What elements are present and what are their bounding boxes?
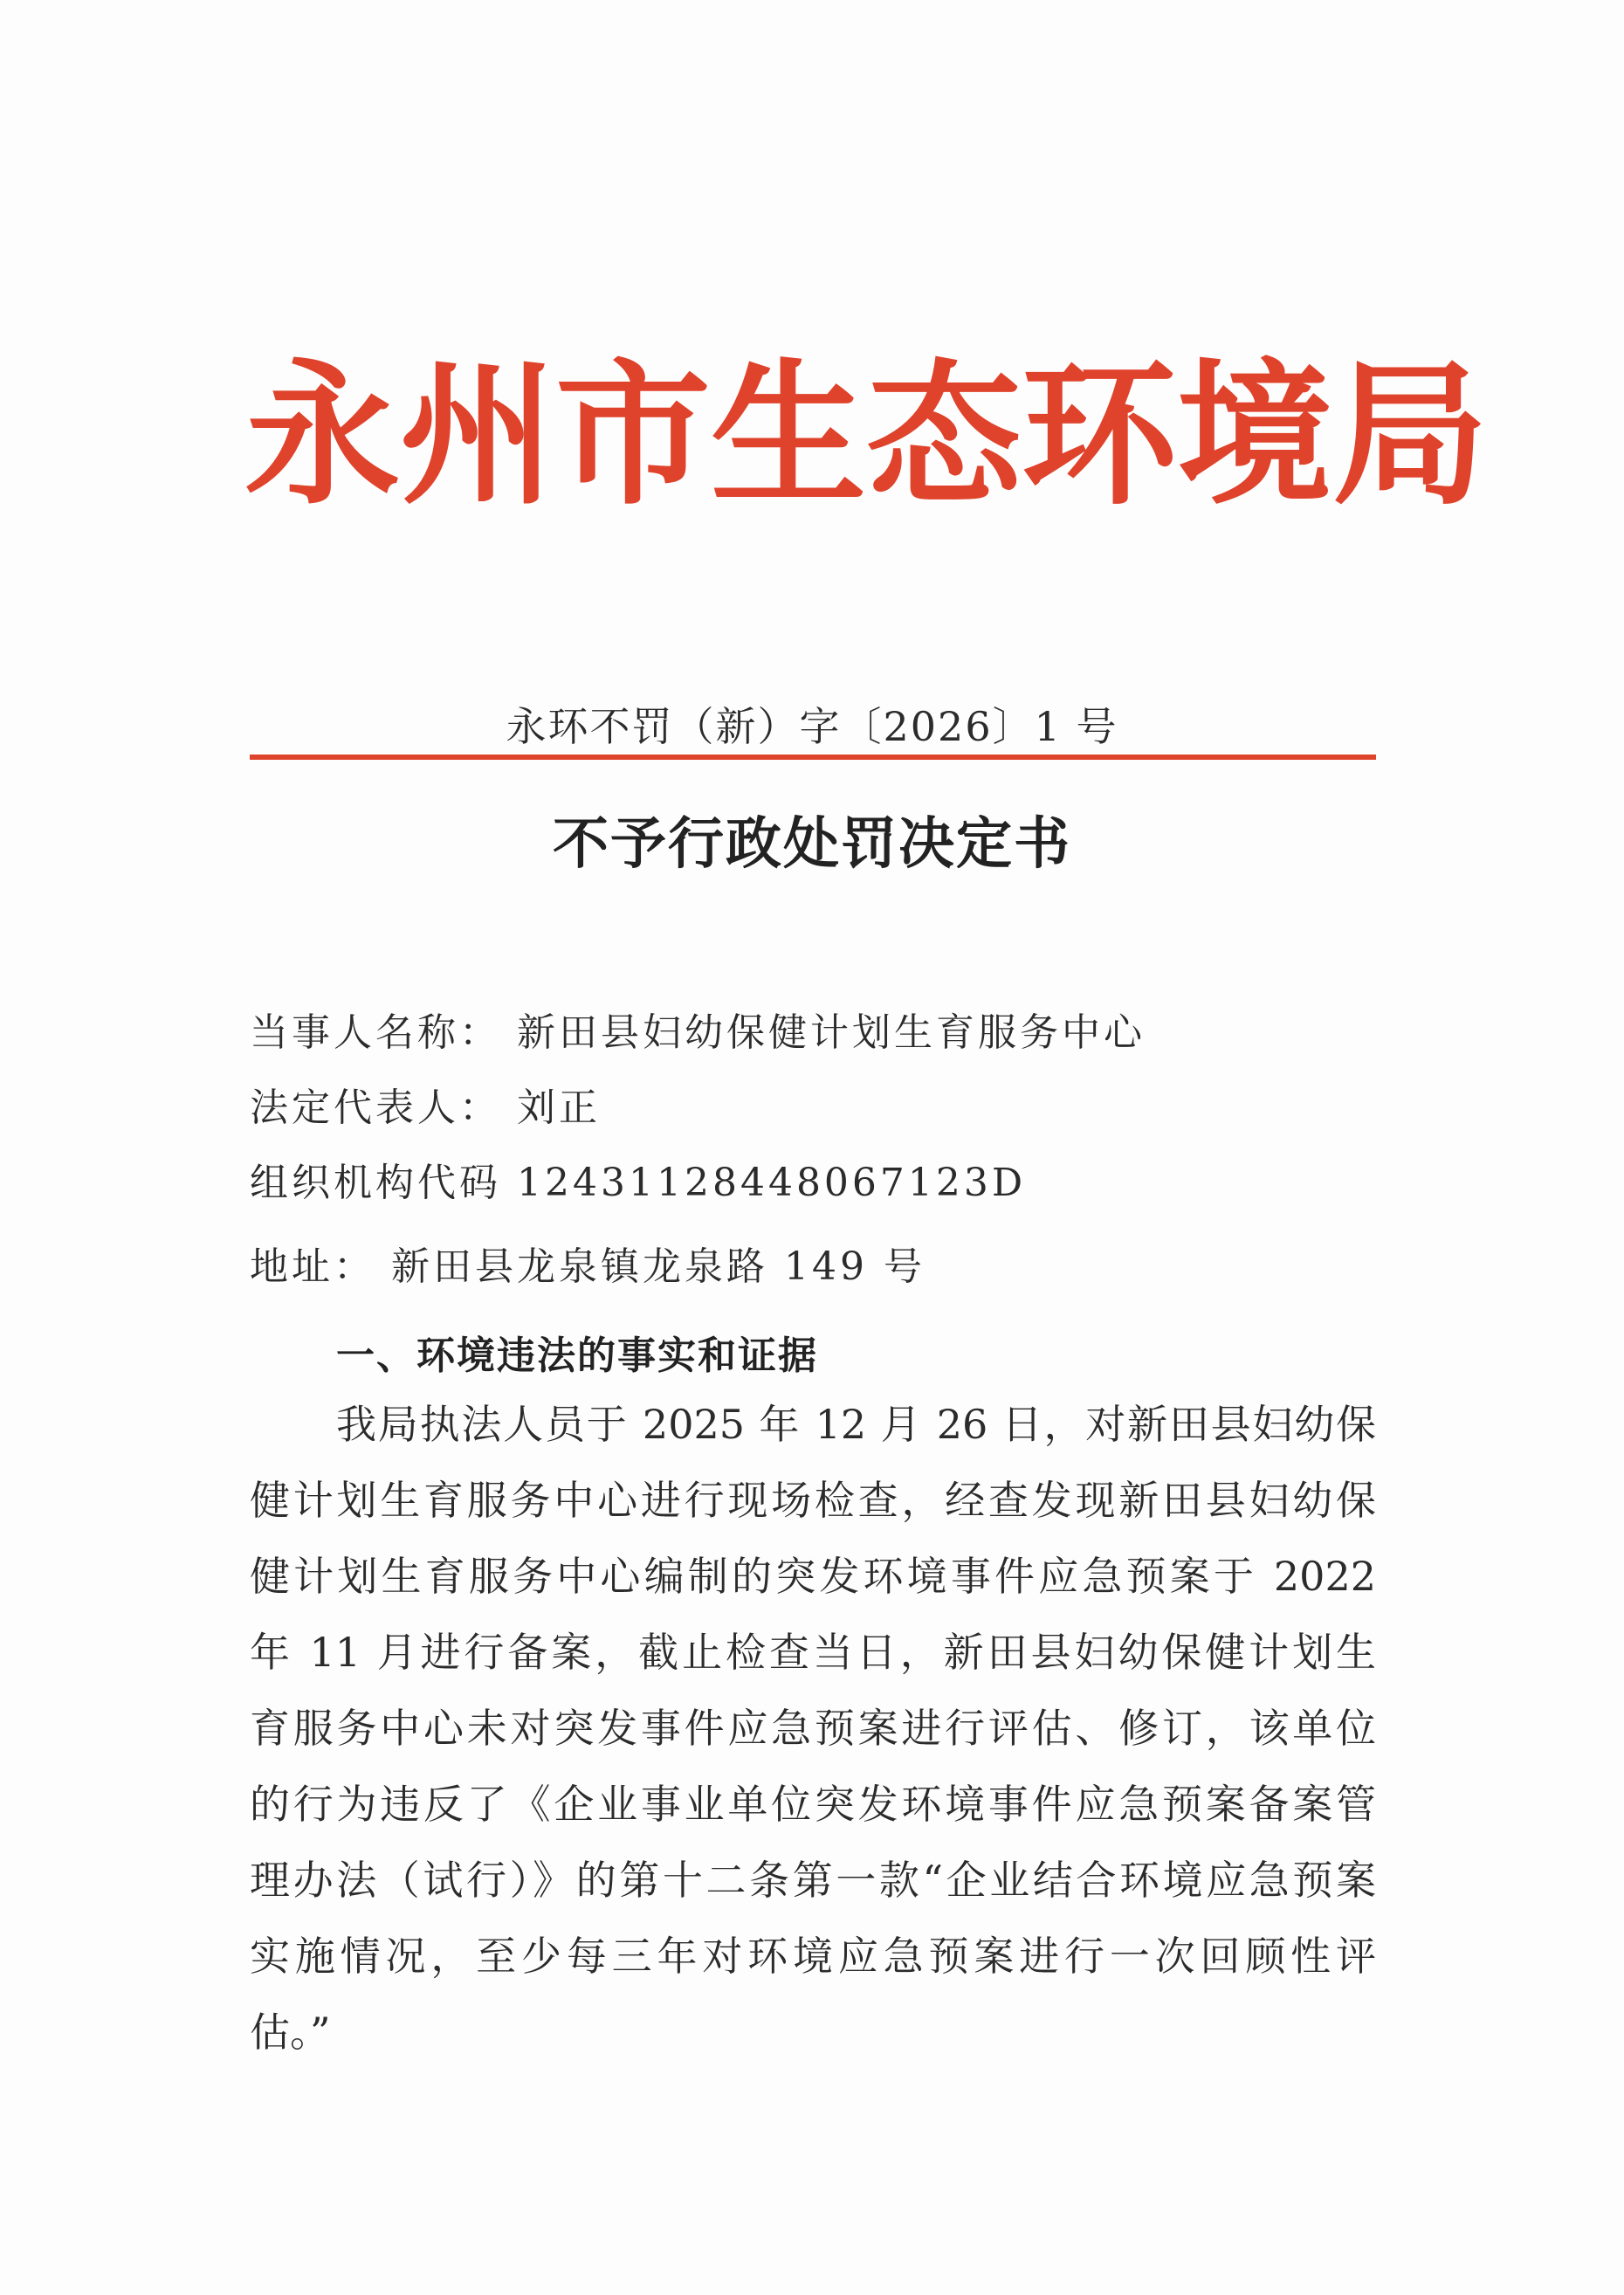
authority-char: 市 bbox=[555, 343, 711, 526]
party-name-line bbox=[250, 1001, 1146, 1057]
authority-char: 永 bbox=[244, 343, 400, 526]
paragraph-line: 理办法（试行）》的第十二条第一款“企业结合环境应急预案 bbox=[250, 1857, 1376, 1904]
paragraph-line: 的行为违反了《企业事业单位突发环境事件应急预案备案管 bbox=[250, 1781, 1376, 1828]
organization-code-label: 组织机构代码 bbox=[250, 1161, 501, 1205]
paragraph-line: 健计划生育服务中心编制的突发环境事件应急预案于 2022 bbox=[250, 1553, 1376, 1600]
party-name-label: 当事人名称： bbox=[250, 1010, 501, 1055]
paragraph-line: 估。” bbox=[250, 2009, 331, 2056]
paragraph-line: 健计划生育服务中心进行现场检查，经查发现新田县妇幼保 bbox=[250, 1477, 1376, 1524]
address-line bbox=[250, 1235, 926, 1291]
organization-code-value: 12431128448067123D bbox=[517, 1161, 1027, 1205]
paragraph-line: 我局执法人员于 2025 年 12 月 26 日，对新田县妇幼保 bbox=[336, 1401, 1376, 1448]
party-name-value: 新田县妇幼保健计划生育服务中心 bbox=[517, 1010, 1146, 1055]
address-label: 地址： bbox=[250, 1244, 375, 1289]
paragraph-line: 育服务中心未对突发事件应急预案进行评估、修订，该单位 bbox=[250, 1705, 1376, 1752]
authority-char: 生 bbox=[711, 343, 866, 526]
legal-representative-line bbox=[250, 1076, 601, 1132]
address-value: 新田县龙泉镇龙泉路 149 号 bbox=[391, 1244, 926, 1289]
paragraph-line: 年 11 月进行备案，截止检查当日，新田县妇幼保健计划生 bbox=[250, 1629, 1376, 1676]
authority-char: 态 bbox=[866, 343, 1022, 526]
issuing-authority-title bbox=[244, 339, 1488, 531]
organization-code-line bbox=[250, 1151, 1026, 1207]
legal-representative-label: 法定代表人： bbox=[250, 1085, 501, 1130]
section-heading: 一、环境违法的事实和证据 bbox=[336, 1334, 818, 1378]
document-number: 永环不罚（新）字〔2026〕1 号 bbox=[506, 703, 1118, 750]
authority-char: 州 bbox=[400, 343, 555, 526]
paragraph-line: 实施情况，至少每三年对环境应急预案进行一次回顾性评 bbox=[250, 1933, 1376, 1980]
authority-char: 局 bbox=[1332, 343, 1488, 526]
red-divider bbox=[250, 755, 1376, 760]
authority-char: 环 bbox=[1022, 343, 1177, 526]
document-title: 不予行政处罚决定书 bbox=[553, 811, 1071, 877]
authority-char: 境 bbox=[1177, 343, 1332, 526]
legal-representative-value: 刘正 bbox=[517, 1085, 601, 1130]
